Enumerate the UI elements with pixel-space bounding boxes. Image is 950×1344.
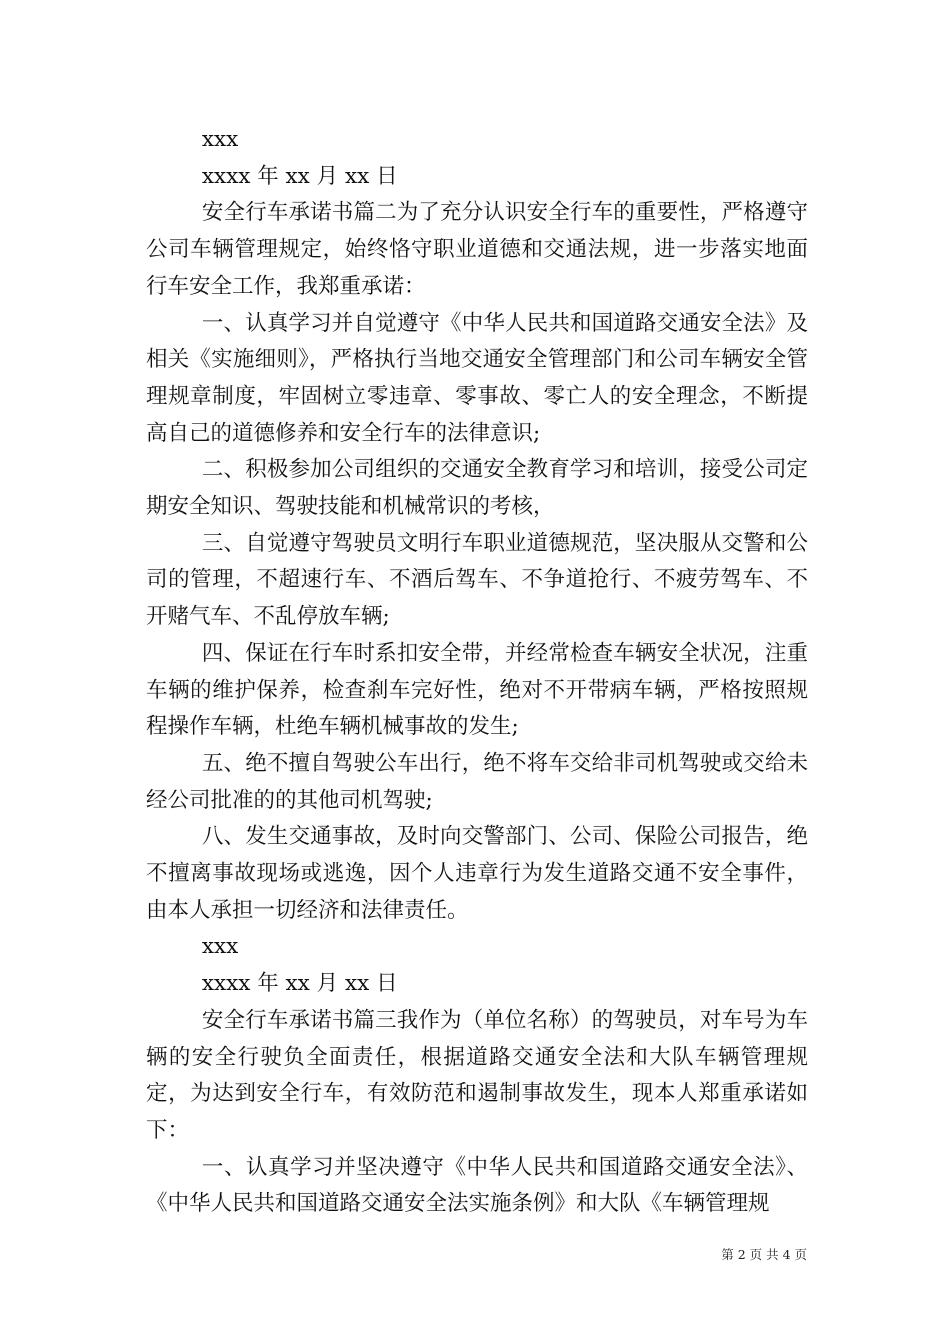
document-body [146, 122, 808, 1223]
paragraph-intro-part2: 安全行车承诺书篇二为了充分认识安全行车的重要性，严格遵守公司车辆管理规定，始终恪守职业道德和交通法规，进一步落实地面行车安全工作，我郑重承诺： [146, 200, 808, 299]
paragraph-item-3: 三、自觉遵守驾驶员文明行车职业道德规范，坚决服从交警和公司的管理，不超速行车、不酒后驾车、不争道抢行、不疲劳驾车、不开赌气车、不乱停放车辆; [146, 530, 808, 630]
paragraph-item-5: 五、绝不擅自驾驶公车出行，绝不将车交给非司机驾驶或交给未经公司批准的的其他司机驾驶; [146, 750, 808, 813]
paragraph-item-2: 二、积极参加公司组织的交通安全教育学习和培训，接受公司定期安全知识、驾驶技能和机械常识的考核， [146, 457, 808, 520]
paragraph-item-1: 一、认真学习并自觉遵守《中华人民共和国道路交通安全法》及相关《实施细则》，严格执行当地交通安全管理部门和公司车辆安全管理规章制度，牢固树立零违章、零事故、零亡人的安全理念，不断提高自己的道德修养和安全行车的法律意识; [146, 310, 808, 446]
signature-date: xxxx 年 xx 月 xx 日 [201, 163, 398, 189]
page-number: 第 2 页 共 4 页 [721, 1247, 807, 1262]
signature-name: xxx [201, 934, 239, 960]
signature-name: xxx [201, 127, 239, 152]
paragraph-intro-part3: 安全行车承诺书篇三我作为（单位名称）的驾驶员，对车号为车辆的安全行驶负全面责任，根据道路交通安全法和大队车辆管理规定，为达到安全行车，有效防范和遏制事故发生，现本人郑重承诺如下： [146, 1007, 808, 1143]
paragraph-part3-item-1: 一、认真学习并坚决遵守《中华人民共和国道路交通安全法》、《中华人民共和国道路交通安全法实施条例》和大队《车辆管理规 [146, 1154, 808, 1217]
paragraph-item-4: 四、保证在行车时系扣安全带，并经常检查车辆安全状况，注重车辆的维护保养，检查刹车完好性，绝对不开带病车辆，严格按照规程操作车辆，杜绝车辆机械事故的发生; [146, 640, 808, 740]
signature-date: xxxx 年 xx 月 xx 日 [201, 971, 398, 997]
paragraph-item-8: 八、发生交通事故，及时向交警部门、公司、保险公司报告，绝不擅离事故现场或逃逸，因个人违章行为发生道路交通不安全事件，由本人承担一切经济和法律责任。 [146, 824, 808, 923]
